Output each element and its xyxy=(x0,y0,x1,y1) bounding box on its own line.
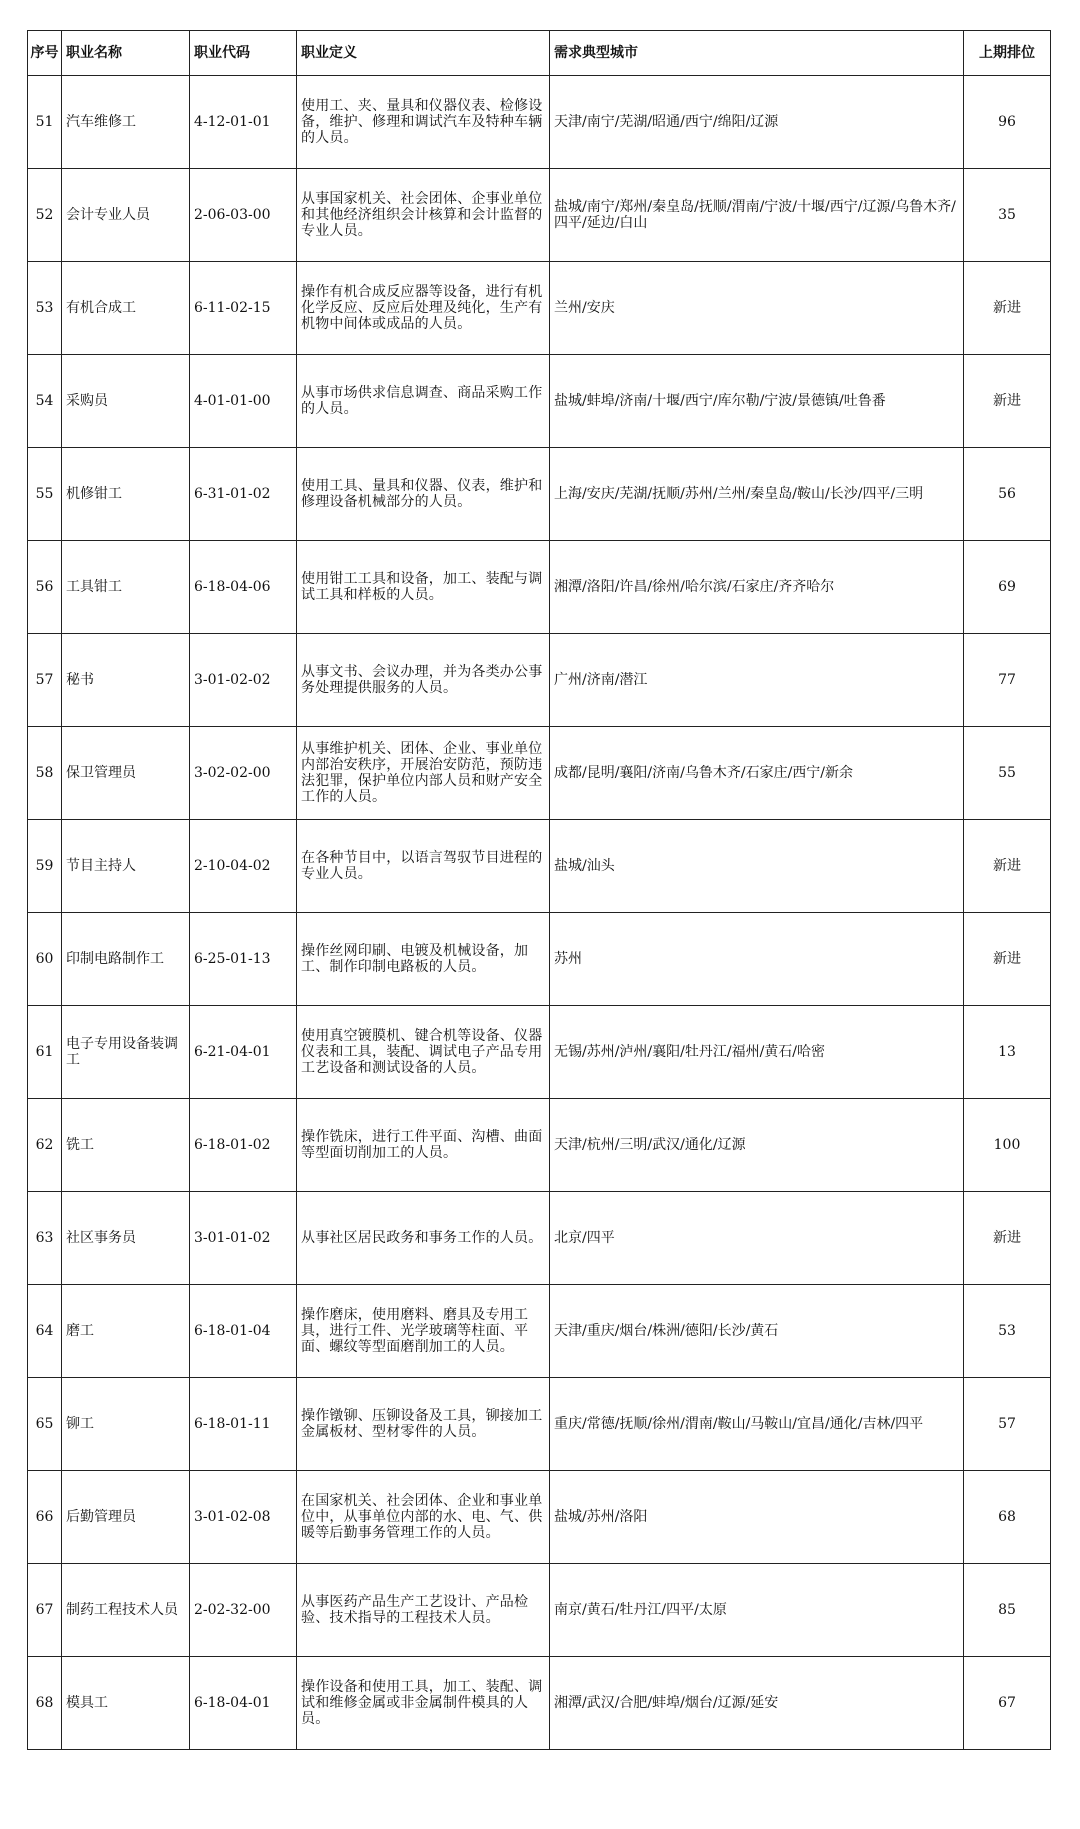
typical-cities: 湘潭/洛阳/许昌/徐州/哈尔滨/石家庄/齐齐哈尔 xyxy=(550,541,964,634)
occupation-name: 保卫管理员 xyxy=(62,727,190,820)
header-occupation-name: 职业名称 xyxy=(62,31,190,76)
table-row xyxy=(28,820,1051,913)
occupation-name: 模具工 xyxy=(62,1657,190,1750)
occupation-definition: 从事市场供求信息调查、商品采购工作的人员。 xyxy=(297,355,550,448)
table-row xyxy=(28,634,1051,727)
table-row xyxy=(28,448,1051,541)
typical-cities: 天津/杭州/三明/武汉/通化/辽源 xyxy=(550,1099,964,1192)
occupation-table xyxy=(27,30,1051,1750)
occupation-definition: 操作镦铆、压铆设备及工具，铆接加工金属板材、型材零件的人员。 xyxy=(297,1378,550,1471)
typical-cities: 北京/四平 xyxy=(550,1192,964,1285)
table-row xyxy=(28,1378,1051,1471)
occupation-name: 节目主持人 xyxy=(62,820,190,913)
occupation-name: 工具钳工 xyxy=(62,541,190,634)
occupation-name: 有机合成工 xyxy=(62,262,190,355)
occupation-code: 6-18-01-02 xyxy=(190,1099,297,1192)
occupation-code: 6-18-04-01 xyxy=(190,1657,297,1750)
table-row xyxy=(28,727,1051,820)
row-index: 54 xyxy=(28,355,62,448)
typical-cities: 盐城/苏州/洛阳 xyxy=(550,1471,964,1564)
previous-rank: 新进 xyxy=(964,913,1051,1006)
typical-cities: 重庆/常德/抚顺/徐州/渭南/鞍山/马鞍山/宜昌/通化/吉林/四平 xyxy=(550,1378,964,1471)
row-index: 51 xyxy=(28,76,62,169)
table-row xyxy=(28,1192,1051,1285)
previous-rank: 53 xyxy=(964,1285,1051,1378)
occupation-code: 2-02-32-00 xyxy=(190,1564,297,1657)
previous-rank: 85 xyxy=(964,1564,1051,1657)
occupation-code: 6-18-01-11 xyxy=(190,1378,297,1471)
table-row xyxy=(28,913,1051,1006)
occupation-name: 后勤管理员 xyxy=(62,1471,190,1564)
typical-cities: 苏州 xyxy=(550,913,964,1006)
table-row xyxy=(28,169,1051,262)
occupation-definition: 操作铣床，进行工件平面、沟槽、曲面等型面切削加工的人员。 xyxy=(297,1099,550,1192)
previous-rank: 67 xyxy=(964,1657,1051,1750)
typical-cities: 盐城/蚌埠/济南/十堰/西宁/库尔勒/宁波/景德镇/吐鲁番 xyxy=(550,355,964,448)
occupation-name: 磨工 xyxy=(62,1285,190,1378)
occupation-code: 6-31-01-02 xyxy=(190,448,297,541)
occupation-definition: 操作设备和使用工具，加工、装配、调试和维修金属或非金属制件模具的人员。 xyxy=(297,1657,550,1750)
occupation-definition: 在国家机关、社会团体、企业和事业单位中，从事单位内部的水、电、气、供暖等后勤事务管理工作的人员。 xyxy=(297,1471,550,1564)
row-index: 59 xyxy=(28,820,62,913)
row-index: 62 xyxy=(28,1099,62,1192)
occupation-name: 印制电路制作工 xyxy=(62,913,190,1006)
table-row xyxy=(28,1471,1051,1564)
header-index: 序号 xyxy=(28,31,62,76)
previous-rank: 55 xyxy=(964,727,1051,820)
row-index: 55 xyxy=(28,448,62,541)
occupation-name: 社区事务员 xyxy=(62,1192,190,1285)
typical-cities: 天津/南宁/芜湖/昭通/西宁/绵阳/辽源 xyxy=(550,76,964,169)
header-previous-rank: 上期排位 xyxy=(964,31,1051,76)
occupation-code: 6-11-02-15 xyxy=(190,262,297,355)
table-row xyxy=(28,355,1051,448)
occupation-code: 6-21-04-01 xyxy=(190,1006,297,1099)
occupation-code: 3-01-01-02 xyxy=(190,1192,297,1285)
table-body xyxy=(28,76,1051,1750)
previous-rank: 新进 xyxy=(964,355,1051,448)
occupation-definition: 从事维护机关、团体、企业、事业单位内部治安秩序，开展治安防范，预防违法犯罪，保护单位内部人员和财产安全工作的人员。 xyxy=(297,727,550,820)
previous-rank: 13 xyxy=(964,1006,1051,1099)
row-index: 66 xyxy=(28,1471,62,1564)
occupation-name: 汽车维修工 xyxy=(62,76,190,169)
occupation-code: 3-01-02-02 xyxy=(190,634,297,727)
header-occupation-definition: 职业定义 xyxy=(297,31,550,76)
typical-cities: 上海/安庆/芜湖/抚顺/苏州/兰州/秦皇岛/鞍山/长沙/四平/三明 xyxy=(550,448,964,541)
occupation-name: 采购员 xyxy=(62,355,190,448)
occupation-name: 电子专用设备装调工 xyxy=(62,1006,190,1099)
row-index: 61 xyxy=(28,1006,62,1099)
occupation-definition: 使用工具、量具和仪器、仪表，维护和修理设备机械部分的人员。 xyxy=(297,448,550,541)
table-row xyxy=(28,76,1051,169)
occupation-name: 会计专业人员 xyxy=(62,169,190,262)
occupation-definition: 从事医药产品生产工艺设计、产品检验、技术指导的工程技术人员。 xyxy=(297,1564,550,1657)
row-index: 53 xyxy=(28,262,62,355)
row-index: 52 xyxy=(28,169,62,262)
previous-rank: 77 xyxy=(964,634,1051,727)
occupation-code: 4-12-01-01 xyxy=(190,76,297,169)
row-index: 56 xyxy=(28,541,62,634)
occupation-definition: 操作丝网印刷、电镀及机械设备，加工、制作印制电路板的人员。 xyxy=(297,913,550,1006)
previous-rank: 68 xyxy=(964,1471,1051,1564)
table-header-row xyxy=(28,31,1051,76)
occupation-code: 2-10-04-02 xyxy=(190,820,297,913)
occupation-name: 铣工 xyxy=(62,1099,190,1192)
occupation-definition: 操作磨床，使用磨料、磨具及专用工具，进行工件、光学玻璃等柱面、平面、螺纹等型面磨削加工的人员。 xyxy=(297,1285,550,1378)
occupation-code: 3-01-02-08 xyxy=(190,1471,297,1564)
occupation-code: 2-06-03-00 xyxy=(190,169,297,262)
typical-cities: 湘潭/武汉/合肥/蚌埠/烟台/辽源/延安 xyxy=(550,1657,964,1750)
occupation-definition: 从事文书、会议办理，并为各类办公事务处理提供服务的人员。 xyxy=(297,634,550,727)
table-row xyxy=(28,1285,1051,1378)
row-index: 68 xyxy=(28,1657,62,1750)
occupation-code: 4-01-01-00 xyxy=(190,355,297,448)
typical-cities: 南京/黄石/牡丹江/四平/太原 xyxy=(550,1564,964,1657)
header-typical-cities: 需求典型城市 xyxy=(550,31,964,76)
occupation-definition: 在各种节目中，以语言驾驭节目进程的专业人员。 xyxy=(297,820,550,913)
row-index: 57 xyxy=(28,634,62,727)
previous-rank: 新进 xyxy=(964,820,1051,913)
previous-rank: 100 xyxy=(964,1099,1051,1192)
previous-rank: 35 xyxy=(964,169,1051,262)
typical-cities: 盐城/南宁/郑州/秦皇岛/抚顺/渭南/宁波/十堰/西宁/辽源/乌鲁木齐/四平/延边/白山 xyxy=(550,169,964,262)
occupation-definition: 从事国家机关、社会团体、企事业单位和其他经济组织会计核算和会计监督的专业人员。 xyxy=(297,169,550,262)
typical-cities: 天津/重庆/烟台/株洲/德阳/长沙/黄石 xyxy=(550,1285,964,1378)
occupation-definition: 使用工、夹、量具和仪器仪表、检修设备，维护、修理和调试汽车及特种车辆的人员。 xyxy=(297,76,550,169)
previous-rank: 57 xyxy=(964,1378,1051,1471)
occupation-definition: 操作有机合成反应器等设备，进行有机化学反应、反应后处理及纯化，生产有机物中间体或成品的人员。 xyxy=(297,262,550,355)
previous-rank: 56 xyxy=(964,448,1051,541)
previous-rank: 新进 xyxy=(964,262,1051,355)
table-row xyxy=(28,1006,1051,1099)
typical-cities: 成都/昆明/襄阳/济南/乌鲁木齐/石家庄/西宁/新余 xyxy=(550,727,964,820)
occupation-code: 3-02-02-00 xyxy=(190,727,297,820)
occupation-definition: 使用钳工工具和设备，加工、装配与调试工具和样板的人员。 xyxy=(297,541,550,634)
typical-cities: 无锡/苏州/泸州/襄阳/牡丹江/福州/黄石/哈密 xyxy=(550,1006,964,1099)
table-row xyxy=(28,1564,1051,1657)
occupation-definition: 从事社区居民政务和事务工作的人员。 xyxy=(297,1192,550,1285)
table-row xyxy=(28,541,1051,634)
row-index: 64 xyxy=(28,1285,62,1378)
row-index: 65 xyxy=(28,1378,62,1471)
occupation-definition: 使用真空镀膜机、键合机等设备、仪器仪表和工具，装配、调试电子产品专用工艺设备和测试设备的人员。 xyxy=(297,1006,550,1099)
occupation-name: 机修钳工 xyxy=(62,448,190,541)
previous-rank: 新进 xyxy=(964,1192,1051,1285)
row-index: 63 xyxy=(28,1192,62,1285)
occupation-name: 制药工程技术人员 xyxy=(62,1564,190,1657)
typical-cities: 广州/济南/潜江 xyxy=(550,634,964,727)
occupation-name: 铆工 xyxy=(62,1378,190,1471)
occupation-code: 6-18-01-04 xyxy=(190,1285,297,1378)
header-occupation-code: 职业代码 xyxy=(190,31,297,76)
row-index: 60 xyxy=(28,913,62,1006)
table-row xyxy=(28,262,1051,355)
row-index: 58 xyxy=(28,727,62,820)
typical-cities: 盐城/汕头 xyxy=(550,820,964,913)
typical-cities: 兰州/安庆 xyxy=(550,262,964,355)
occupation-name: 秘书 xyxy=(62,634,190,727)
occupation-code: 6-18-04-06 xyxy=(190,541,297,634)
table-row xyxy=(28,1099,1051,1192)
occupation-code: 6-25-01-13 xyxy=(190,913,297,1006)
previous-rank: 69 xyxy=(964,541,1051,634)
table-row xyxy=(28,1657,1051,1750)
previous-rank: 96 xyxy=(964,76,1051,169)
row-index: 67 xyxy=(28,1564,62,1657)
